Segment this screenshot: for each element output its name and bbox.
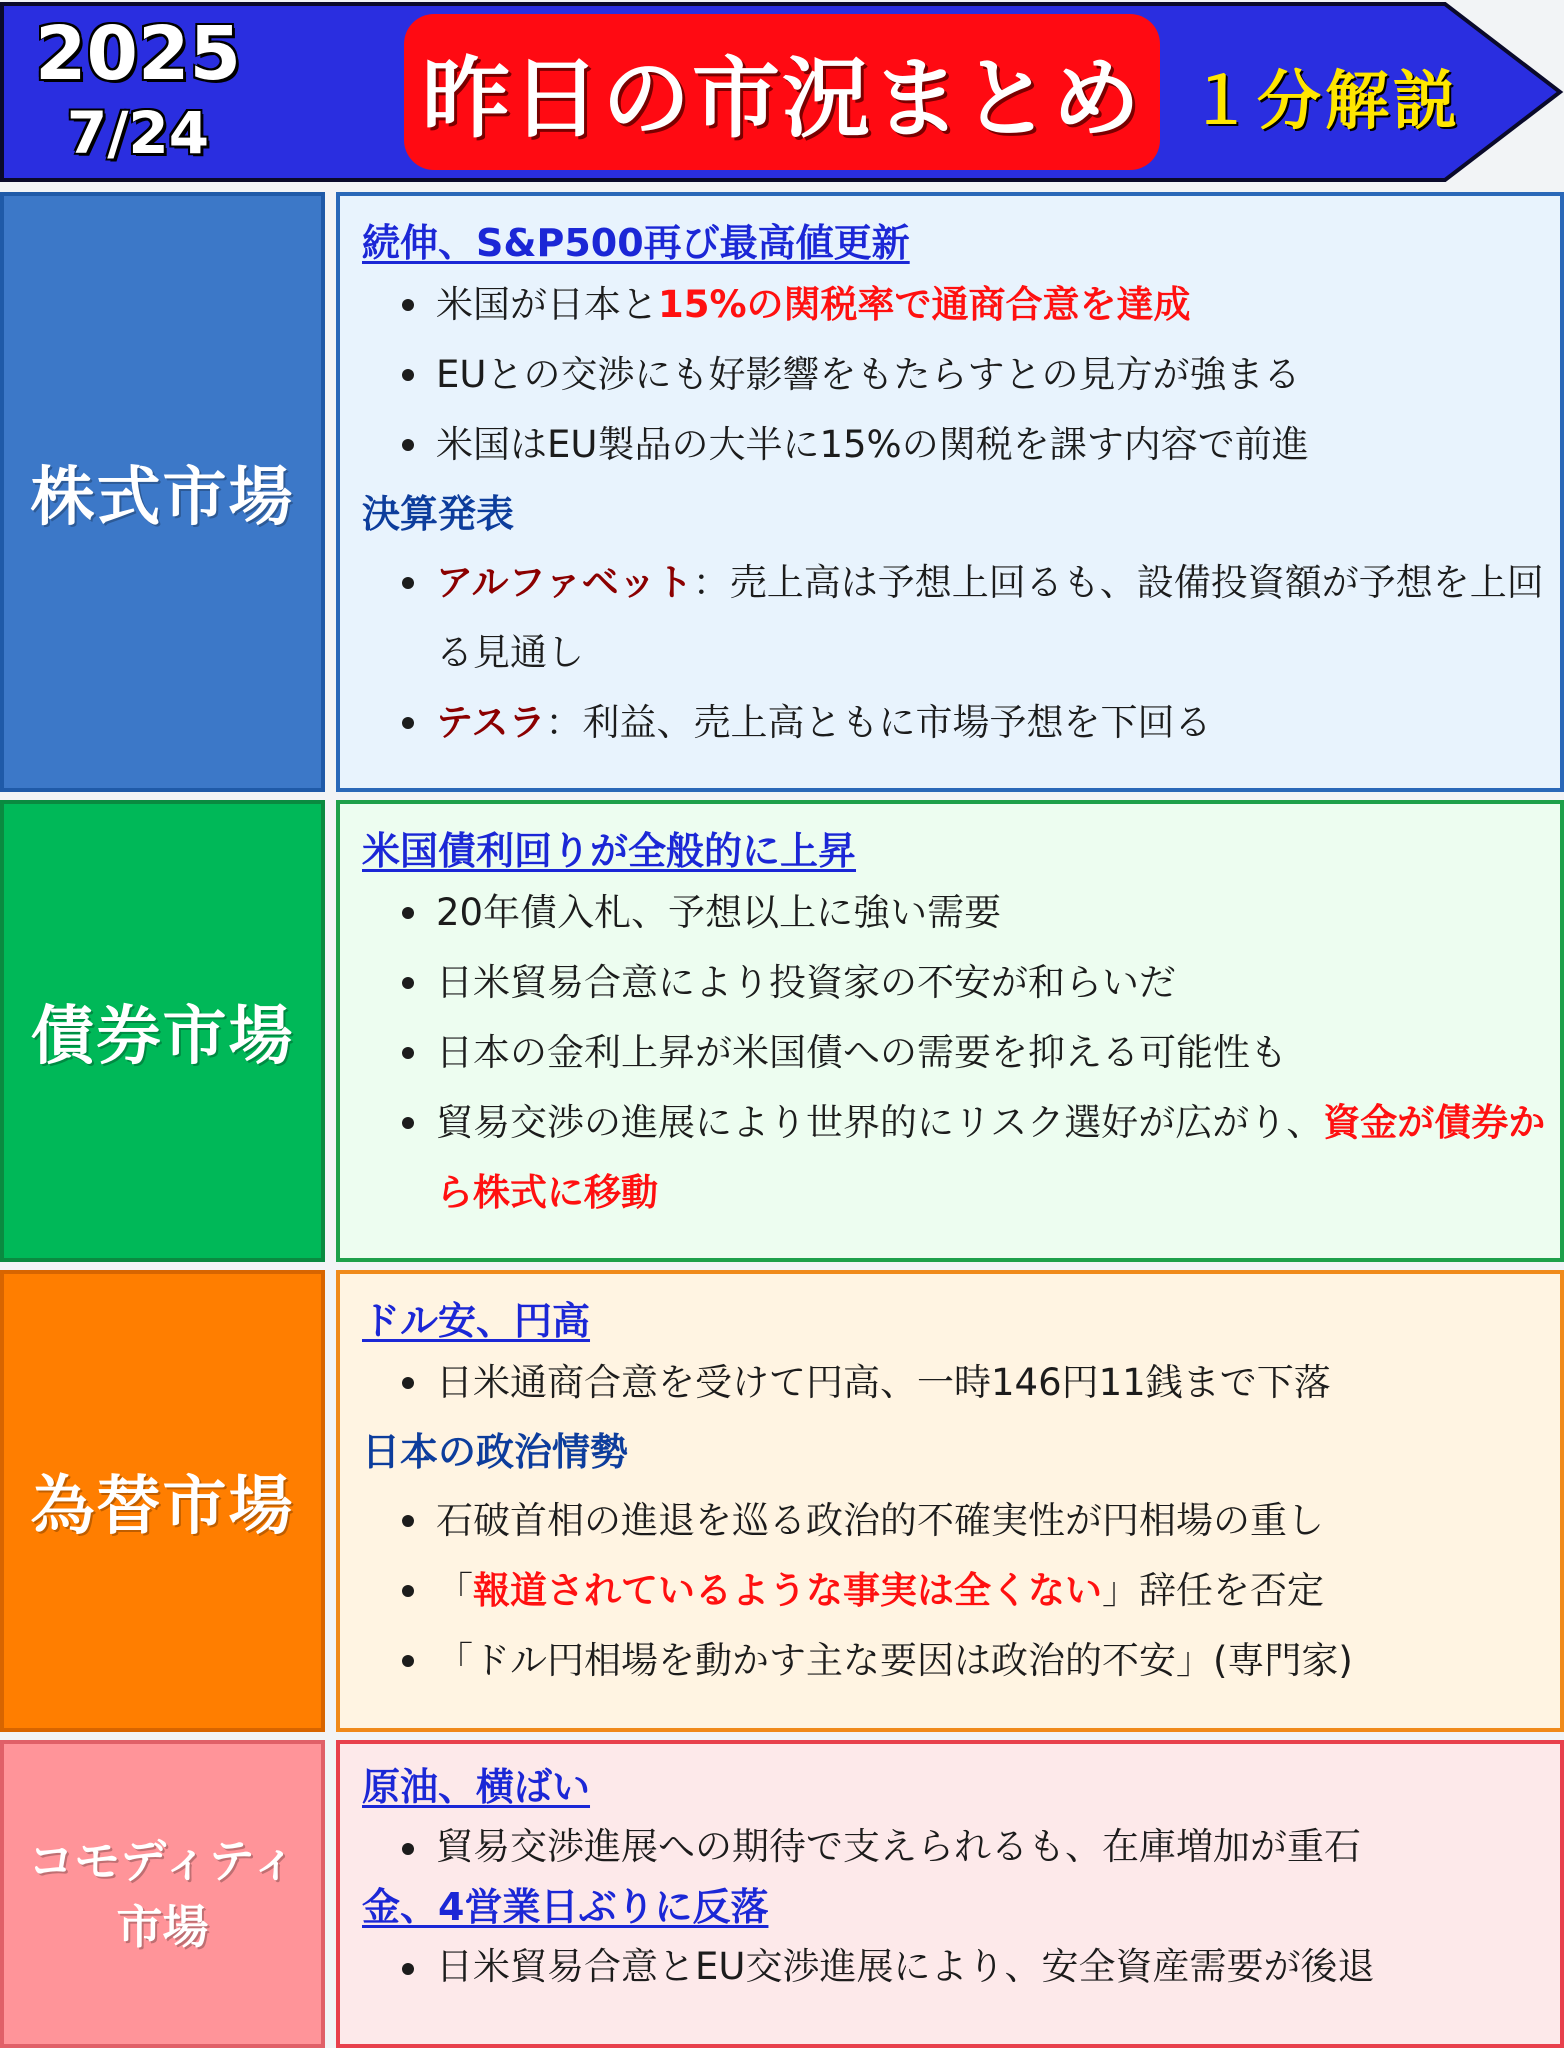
list-item bbox=[362, 548, 1546, 688]
stocks-heading: 続伸、S&P500再び最高値更新 bbox=[362, 221, 910, 265]
list-item: 日米貿易合意とEU交渉進展により、安全資産需要が後退 bbox=[362, 1934, 1546, 2000]
fx-label: 為替市場 bbox=[0, 1270, 325, 1732]
gold-heading: 金、4営業日ぶりに反落 bbox=[362, 1885, 769, 1929]
list-item: 貿易交渉進展への期待で支えられるも、在庫増加が重石 bbox=[362, 1814, 1546, 1880]
fx-section bbox=[0, 1270, 1564, 1732]
politics-list bbox=[362, 1486, 1546, 1696]
quote-open: 「 bbox=[436, 1569, 473, 1612]
list-item bbox=[362, 270, 1546, 340]
stocks-section bbox=[0, 192, 1564, 792]
header-banner bbox=[0, 0, 1564, 184]
date: 7/24 bbox=[66, 99, 210, 167]
gold-list bbox=[362, 1934, 1546, 2000]
subtitle: １分解説 bbox=[1189, 65, 1461, 139]
earnings-heading: 決算発表 bbox=[362, 492, 515, 536]
bonds-content bbox=[336, 800, 1564, 1262]
list-item: 日米通商合意を受けて円高、一時146円11銭まで下落 bbox=[362, 1348, 1546, 1418]
commodity-label: コモディティ市場 bbox=[0, 1740, 325, 2048]
earnings-list bbox=[362, 548, 1546, 758]
item-text: ：利益、売上高ともに市場予想を下回る bbox=[545, 701, 1212, 744]
list-item: EUとの交渉にも好影響をもたらすとの見方が強まる bbox=[362, 340, 1546, 410]
company-name: アルファベット bbox=[436, 561, 693, 604]
list-item bbox=[362, 688, 1546, 758]
company-name: テスラ bbox=[436, 701, 546, 744]
fx-list bbox=[362, 1348, 1546, 1418]
bonds-heading: 米国債利回りが全般的に上昇 bbox=[362, 829, 857, 873]
stocks-content bbox=[336, 192, 1564, 792]
commodity-section bbox=[0, 1740, 1564, 2048]
year: 2025 bbox=[35, 11, 241, 97]
item-text: 」辞任を否定 bbox=[1102, 1569, 1324, 1612]
list-item bbox=[362, 1088, 1546, 1228]
bonds-list bbox=[362, 878, 1546, 1228]
list-item: 日本の金利上昇が米国債への需要を抑える可能性も bbox=[362, 1018, 1546, 1088]
item-text: 米国が日本と bbox=[436, 283, 658, 326]
list-item: 20年債入札、予想以上に強い需要 bbox=[362, 878, 1546, 948]
item-text: 貿易交渉の進展により世界的にリスク選好が広がり、 bbox=[436, 1101, 1324, 1144]
highlight-text: 報道されているような事実は全くない bbox=[473, 1569, 1102, 1612]
politics-heading: 日本の政治情勢 bbox=[362, 1430, 629, 1474]
item-text: ：売上高は予想上回るも、設備投資額が予想を上回る見通し bbox=[436, 561, 1544, 674]
list-item: 日米貿易合意により投資家の不安が和らいだ bbox=[362, 948, 1546, 1018]
commodity-content bbox=[336, 1740, 1564, 2048]
title-box bbox=[404, 14, 1160, 170]
fx-content bbox=[336, 1270, 1564, 1732]
list-item: 石破首相の進退を巡る政治的不確実性が円相場の重し bbox=[362, 1486, 1546, 1556]
stocks-list bbox=[362, 270, 1546, 480]
list-item bbox=[362, 1556, 1546, 1626]
page-title: 昨日の市況まとめ bbox=[421, 47, 1142, 150]
oil-list bbox=[362, 1814, 1546, 1880]
oil-heading: 原油、横ばい bbox=[362, 1765, 591, 1809]
fx-heading: ドル安、円高 bbox=[362, 1299, 591, 1343]
stocks-label: 株式市場 bbox=[0, 192, 325, 792]
list-item: 米国はEU製品の大半に15%の関税を課す内容で前進 bbox=[362, 410, 1546, 480]
highlight-text: 資金が債券から株式に移動 bbox=[436, 1101, 1546, 1214]
bonds-label: 債券市場 bbox=[0, 800, 325, 1262]
highlight-text: 15%の関税率で通商合意を達成 bbox=[658, 283, 1191, 326]
list-item: 「ドル円相場を動かす主な要因は政治的不安」(専門家) bbox=[362, 1626, 1546, 1696]
bonds-section bbox=[0, 800, 1564, 1262]
